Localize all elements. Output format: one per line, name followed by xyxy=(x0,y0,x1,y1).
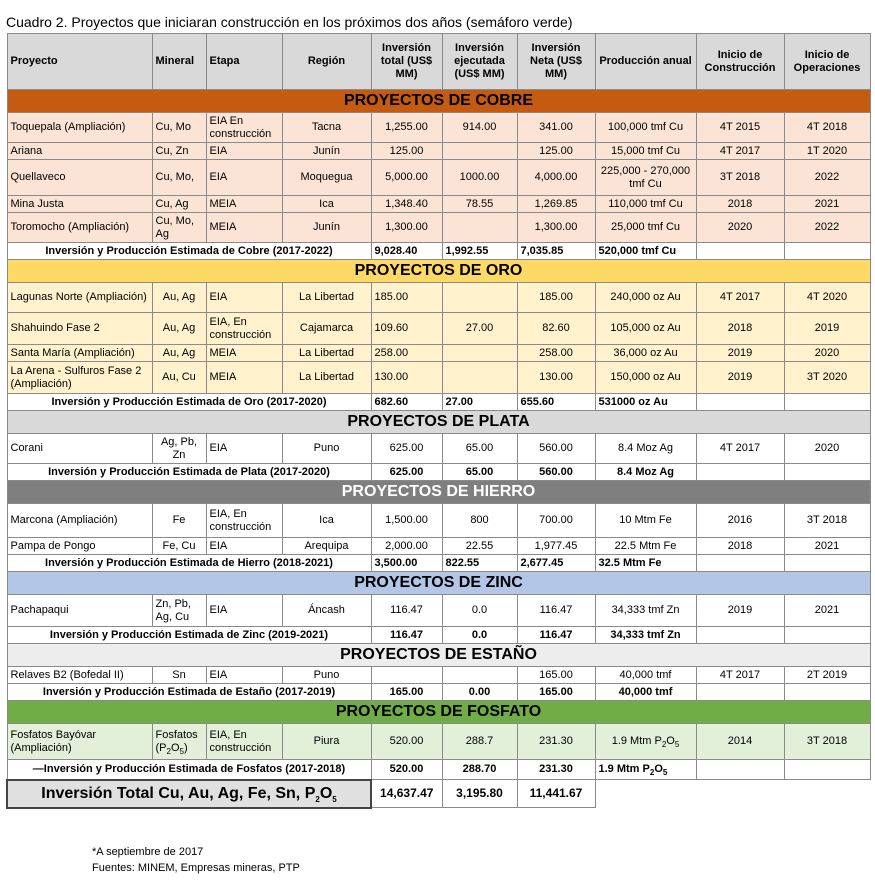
cell-inicio-operaciones: 2022 xyxy=(784,160,870,196)
cell-inversion-ejecutada xyxy=(442,213,517,243)
cell-inversion-ejecutada: 800 xyxy=(442,504,517,538)
cell-mineral: Au, Ag xyxy=(152,313,206,345)
cell-proyecto: Lagunas Norte (Ampliación) xyxy=(7,283,152,313)
cell-inversion-ejecutada: 65.00 xyxy=(442,434,517,464)
cell-produccion: 105,000 oz Au xyxy=(595,313,696,345)
summary-empty xyxy=(696,394,784,411)
cell-inversion-total: 625.00 xyxy=(371,434,442,464)
cell-mineral: Au, Ag xyxy=(152,345,206,362)
cell-inversion-ejecutada: 22.55 xyxy=(442,538,517,555)
cell-proyecto: Fosfatos Bayóvar (Ampliación) xyxy=(7,724,152,760)
header-inicio-operaciones: Inicio de Operaciones xyxy=(784,34,870,90)
cell-inversion-neta: 1,269.85 xyxy=(517,196,595,213)
summary-inversion-total: 116.47 xyxy=(371,627,442,644)
cell-mineral: Cu, Mo, Ag xyxy=(152,213,206,243)
summary-inversion-total: 520.00 xyxy=(371,760,442,780)
summary-empty xyxy=(784,684,870,701)
cell-inversion-total: 258.00 xyxy=(371,345,442,362)
summary-inversion-neta: 2,677.45 xyxy=(517,555,595,572)
table-row xyxy=(7,434,870,464)
cell-inversion-total xyxy=(371,667,442,684)
section-band-fosfato xyxy=(7,701,870,724)
summary-row-cobre xyxy=(7,243,870,260)
cell-produccion: 10 Mtm Fe xyxy=(595,504,696,538)
cell-region: Cajamarca xyxy=(282,313,371,345)
cell-produccion: 40,000 tmf xyxy=(595,667,696,684)
grand-total-row xyxy=(7,780,870,808)
summary-row-hierro xyxy=(7,555,870,572)
summary-empty xyxy=(784,627,870,644)
summary-inversion-ejecutada: 822.55 xyxy=(442,555,517,572)
cell-mineral: Cu, Mo, xyxy=(152,160,206,196)
summary-produccion: 32.5 Mtm Fe xyxy=(595,555,696,572)
cell-inicio-construccion: 4T 2015 xyxy=(696,113,784,143)
summary-inversion-ejecutada: 0.00 xyxy=(442,684,517,701)
cell-region: La Libertad xyxy=(282,345,371,362)
cell-produccion: 8.4 Moz Ag xyxy=(595,434,696,464)
cell-inversion-neta: 700.00 xyxy=(517,504,595,538)
cell-inversion-neta: 560.00 xyxy=(517,434,595,464)
table-row xyxy=(7,538,870,555)
cell-inicio-construccion: 4T 2017 xyxy=(696,667,784,684)
summary-row-zinc xyxy=(7,627,870,644)
section-band-zinc xyxy=(7,572,870,595)
cell-proyecto: Shahuindo Fase 2 xyxy=(7,313,152,345)
cell-inversion-total: 116.47 xyxy=(371,595,442,627)
summary-empty xyxy=(784,760,870,780)
summary-row-fosfato xyxy=(7,760,870,780)
section-band-hierro xyxy=(7,481,870,504)
cell-etapa: EIA xyxy=(206,434,282,464)
cell-mineral: Fe, Cu xyxy=(152,538,206,555)
footnote-date: *A septiembre de 2017 xyxy=(92,846,204,858)
summary-label: Inversión y Producción Estimada de Oro (2017-2020) xyxy=(7,394,371,411)
cell-mineral: Au, Cu xyxy=(152,362,206,394)
summary-inversion-ejecutada: 27.00 xyxy=(442,394,517,411)
summary-inversion-ejecutada: 0.0 xyxy=(442,627,517,644)
header-etapa: Etapa xyxy=(206,34,282,90)
cell-inversion-total: 1,348.40 xyxy=(371,196,442,213)
cell-etapa: EIA xyxy=(206,595,282,627)
cell-inicio-operaciones: 2021 xyxy=(784,595,870,627)
cell-mineral: Zn, Pb, Ag, Cu xyxy=(152,595,206,627)
cell-inicio-construccion: 4T 2017 xyxy=(696,143,784,160)
summary-produccion: 520,000 tmf Cu xyxy=(595,243,696,260)
cell-inicio-construccion: 3T 2018 xyxy=(696,160,784,196)
table-row xyxy=(7,143,870,160)
summary-produccion: 8.4 Moz Ag xyxy=(595,464,696,481)
cell-inicio-construccion: 2016 xyxy=(696,504,784,538)
section-title-fosfato: PROYECTOS DE FOSFATO xyxy=(7,701,870,724)
summary-inversion-neta: 231.30 xyxy=(517,760,595,780)
cell-region: La Libertad xyxy=(282,283,371,313)
footnote-sources: Fuentes: MINEM, Empresas mineras, PTP xyxy=(92,862,300,874)
cell-inversion-neta: 165.00 xyxy=(517,667,595,684)
cell-inicio-operaciones: 3T 2020 xyxy=(784,362,870,394)
table-row xyxy=(7,283,870,313)
summary-inversion-ejecutada: 288.70 xyxy=(442,760,517,780)
cell-mineral: Au, Ag xyxy=(152,283,206,313)
cell-inversion-neta: 1,300.00 xyxy=(517,213,595,243)
cell-etapa: EIA xyxy=(206,538,282,555)
cell-produccion: 25,000 tmf Cu xyxy=(595,213,696,243)
cell-proyecto: Relaves B2 (Bofedal II) xyxy=(7,667,152,684)
table-row xyxy=(7,724,870,760)
cell-region: La Libertad xyxy=(282,362,371,394)
cell-region: Arequipa xyxy=(282,538,371,555)
blank-cell xyxy=(784,780,870,808)
cell-mineral: Ag, Pb, Zn xyxy=(152,434,206,464)
cell-inversion-total: 5,000.00 xyxy=(371,160,442,196)
cell-inicio-construccion: 2019 xyxy=(696,362,784,394)
cell-etapa: EIA En construcción xyxy=(206,113,282,143)
cell-produccion: 34,333 tmf Zn xyxy=(595,595,696,627)
table-row xyxy=(7,595,870,627)
summary-inversion-total: 682.60 xyxy=(371,394,442,411)
cell-inversion-neta: 231.30 xyxy=(517,724,595,760)
cell-inicio-construccion: 2018 xyxy=(696,313,784,345)
cell-proyecto: Santa María (Ampliación) xyxy=(7,345,152,362)
cell-inicio-construccion: 4T 2017 xyxy=(696,283,784,313)
cell-inversion-ejecutada xyxy=(442,667,517,684)
cell-proyecto: Ariana xyxy=(7,143,152,160)
cell-region: Junín xyxy=(282,213,371,243)
cell-inicio-operaciones: 2020 xyxy=(784,345,870,362)
table-row xyxy=(7,362,870,394)
cell-inicio-construccion: 2019 xyxy=(696,595,784,627)
cell-inicio-operaciones: 2021 xyxy=(784,538,870,555)
cell-inversion-ejecutada: 0.0 xyxy=(442,595,517,627)
section-band-estano xyxy=(7,644,870,667)
cell-inicio-operaciones: 2021 xyxy=(784,196,870,213)
cell-inversion-total: 1,255.00 xyxy=(371,113,442,143)
blank-cell xyxy=(696,780,784,808)
cell-proyecto: Toquepala (Ampliación) xyxy=(7,113,152,143)
summary-label: Inversión y Producción Estimada de Zinc (2019-2021) xyxy=(7,627,371,644)
cell-proyecto: Toromocho (Ampliación) xyxy=(7,213,152,243)
summary-inversion-neta: 560.00 xyxy=(517,464,595,481)
cell-etapa: MEIA xyxy=(206,196,282,213)
summary-produccion: 1.9 Mtm $P_2O_5$ xyxy=(595,760,696,780)
cell-produccion: 110,000 tmf Cu xyxy=(595,196,696,213)
summary-inversion-total: 3,500.00 xyxy=(371,555,442,572)
table-row xyxy=(7,213,870,243)
blank-cell xyxy=(595,780,696,808)
section-title-estano: PROYECTOS DE ESTAÑO xyxy=(7,644,870,667)
summary-inversion-ejecutada: 65.00 xyxy=(442,464,517,481)
cell-proyecto: Pachapaqui xyxy=(7,595,152,627)
cell-mineral: Cu, Ag xyxy=(152,196,206,213)
summary-empty xyxy=(696,760,784,780)
cell-region: Ica xyxy=(282,504,371,538)
cell-produccion: 1.9 Mtm $P_2O_5$ xyxy=(595,724,696,760)
cell-produccion: 150,000 oz Au xyxy=(595,362,696,394)
header-mineral: Mineral xyxy=(152,34,206,90)
cell-inicio-operaciones: 2019 xyxy=(784,313,870,345)
cell-inversion-total: 2,000.00 xyxy=(371,538,442,555)
table-row xyxy=(7,504,870,538)
summary-empty xyxy=(696,627,784,644)
cell-mineral: Cu, Mo xyxy=(152,113,206,143)
cell-region: Ica xyxy=(282,196,371,213)
cell-inicio-operaciones: 3T 2018 xyxy=(784,504,870,538)
section-band-plata xyxy=(7,411,870,434)
section-title-oro: PROYECTOS DE ORO xyxy=(7,260,870,283)
section-title-plata: PROYECTOS DE PLATA xyxy=(7,411,870,434)
table-row xyxy=(7,345,870,362)
grand-total-label: Inversión Total Cu, Au, Ag, Fe, Sn, $P_2O_5$ xyxy=(7,780,371,808)
summary-produccion: 34,333 tmf Zn xyxy=(595,627,696,644)
summary-empty xyxy=(696,243,784,260)
cell-mineral: Fe xyxy=(152,504,206,538)
cell-inicio-construccion: 2014 xyxy=(696,724,784,760)
cell-proyecto: Quellaveco xyxy=(7,160,152,196)
table-row xyxy=(7,160,870,196)
cell-inicio-construccion: 2018 xyxy=(696,196,784,213)
header-inversion-total: Inversión total (US$ MM) xyxy=(371,34,442,90)
grand-total-inversion-ejecutada: 3,195.80 xyxy=(442,780,517,808)
cell-inversion-ejecutada: 78.55 xyxy=(442,196,517,213)
header-proyecto: Proyecto xyxy=(7,34,152,90)
grand-total-inversion-total: 14,637.47 xyxy=(371,780,442,808)
summary-empty xyxy=(784,243,870,260)
cell-proyecto: La Arena - Sulfuros Fase 2 (Ampliación) xyxy=(7,362,152,394)
table-row xyxy=(7,196,870,213)
cell-mineral: Cu, Zn xyxy=(152,143,206,160)
cell-inicio-construccion: 2019 xyxy=(696,345,784,362)
cell-inversion-total: 125.00 xyxy=(371,143,442,160)
section-title-hierro: PROYECTOS DE HIERRO xyxy=(7,481,870,504)
cell-region: Moquegua xyxy=(282,160,371,196)
cell-region: Puno xyxy=(282,667,371,684)
summary-label: Inversión y Producción Estimada de Hierro (2018-2021) xyxy=(7,555,371,572)
cell-proyecto: Pampa de Pongo xyxy=(7,538,152,555)
summary-inversion-total: 625.00 xyxy=(371,464,442,481)
summary-label: —Inversión y Producción Estimada de Fosfatos (2017-2018) xyxy=(7,760,371,780)
section-title-cobre: PROYECTOS DE COBRE xyxy=(7,90,870,113)
cell-etapa: EIA, En construcción xyxy=(206,724,282,760)
cell-produccion: 36,000 oz Au xyxy=(595,345,696,362)
cell-inversion-neta: 116.47 xyxy=(517,595,595,627)
section-band-oro xyxy=(7,260,870,283)
cell-etapa: EIA xyxy=(206,143,282,160)
cell-inversion-neta: 82.60 xyxy=(517,313,595,345)
summary-empty xyxy=(696,684,784,701)
cell-region: Junín xyxy=(282,143,371,160)
cell-inicio-operaciones: 2022 xyxy=(784,213,870,243)
cell-etapa: MEIA xyxy=(206,213,282,243)
summary-label: Inversión y Producción Estimada de Plata (2017-2020) xyxy=(7,464,371,481)
cell-produccion: 15,000 tmf Cu xyxy=(595,143,696,160)
cell-inversion-ejecutada xyxy=(442,283,517,313)
table-row xyxy=(7,113,870,143)
summary-inversion-neta: 165.00 xyxy=(517,684,595,701)
grand-total-inversion-neta: 11,441.67 xyxy=(517,780,595,808)
cell-etapa: EIA, En construcción xyxy=(206,504,282,538)
header-inversion-ejecutada: Inversión ejecutada (US$ MM) xyxy=(442,34,517,90)
summary-inversion-neta: 7,035.85 xyxy=(517,243,595,260)
summary-empty xyxy=(696,464,784,481)
cell-inversion-total: 1,500.00 xyxy=(371,504,442,538)
cell-etapa: EIA, En construcción xyxy=(206,313,282,345)
summary-label: Inversión y Producción Estimada de Estaño (2017-2019) xyxy=(7,684,371,701)
cell-produccion: 100,000 tmf Cu xyxy=(595,113,696,143)
cell-region: Puno xyxy=(282,434,371,464)
summary-row-oro xyxy=(7,394,870,411)
summary-produccion: 531000 oz Au xyxy=(595,394,696,411)
cell-inversion-neta: 1,977.45 xyxy=(517,538,595,555)
cell-inicio-operaciones: 2T 2019 xyxy=(784,667,870,684)
table-row xyxy=(7,667,870,684)
header-inversion-neta: Inversión Neta (US$ MM) xyxy=(517,34,595,90)
cell-inversion-total: 1,300.00 xyxy=(371,213,442,243)
cell-inicio-construccion: 4T 2017 xyxy=(696,434,784,464)
cell-region: Piura xyxy=(282,724,371,760)
summary-inversion-ejecutada: 1,992.55 xyxy=(442,243,517,260)
cell-inversion-neta: 341.00 xyxy=(517,113,595,143)
cell-inicio-construccion: 2018 xyxy=(696,538,784,555)
cell-etapa: MEIA xyxy=(206,345,282,362)
cell-inicio-construccion: 2020 xyxy=(696,213,784,243)
summary-empty xyxy=(784,464,870,481)
summary-row-plata xyxy=(7,464,870,481)
summary-inversion-neta: 116.47 xyxy=(517,627,595,644)
cell-region: Áncash xyxy=(282,595,371,627)
cell-inversion-neta: 130.00 xyxy=(517,362,595,394)
summary-empty xyxy=(784,394,870,411)
cell-inicio-operaciones: 1T 2020 xyxy=(784,143,870,160)
cell-inicio-operaciones: 4T 2020 xyxy=(784,283,870,313)
cell-etapa: MEIA xyxy=(206,362,282,394)
cell-mineral: Fosfatos $(P_2O_5)$ xyxy=(152,724,206,760)
cell-inversion-ejecutada: 27.00 xyxy=(442,313,517,345)
summary-row-estano xyxy=(7,684,870,701)
cell-etapa: EIA xyxy=(206,283,282,313)
cell-inversion-total: 520.00 xyxy=(371,724,442,760)
cell-proyecto: Corani xyxy=(7,434,152,464)
cell-inversion-neta: 4,000.00 xyxy=(517,160,595,196)
cell-inversion-neta: 125.00 xyxy=(517,143,595,160)
section-title-zinc: PROYECTOS DE ZINC xyxy=(7,572,870,595)
cell-etapa: EIA xyxy=(206,160,282,196)
cell-inversion-neta: 258.00 xyxy=(517,345,595,362)
cell-proyecto: Mina Justa xyxy=(7,196,152,213)
cell-produccion: 225,000 - 270,000 tmf Cu xyxy=(595,160,696,196)
table-row xyxy=(7,313,870,345)
cell-inversion-ejecutada xyxy=(442,362,517,394)
cell-inversion-ejecutada xyxy=(442,345,517,362)
projects-table xyxy=(6,33,871,809)
cell-inversion-ejecutada: 288.7 xyxy=(442,724,517,760)
cell-inversion-total: 130.00 xyxy=(371,362,442,394)
summary-empty xyxy=(784,555,870,572)
cell-inversion-neta: 185.00 xyxy=(517,283,595,313)
cell-inversion-total: 109.60 xyxy=(371,313,442,345)
cell-mineral: Sn xyxy=(152,667,206,684)
summary-inversion-total: 9,028.40 xyxy=(371,243,442,260)
summary-inversion-neta: 655.60 xyxy=(517,394,595,411)
header-inicio-construccion: Inicio de Construcción xyxy=(696,34,784,90)
summary-inversion-total: 165.00 xyxy=(371,684,442,701)
section-band-cobre xyxy=(7,90,870,113)
cell-produccion: 22.5 Mtm Fe xyxy=(595,538,696,555)
table-caption: Cuadro 2. Proyectos que iniciaran construcción en los próximos dos años (semáforo verde) xyxy=(6,14,573,30)
header-row xyxy=(7,34,870,90)
cell-inicio-operaciones: 3T 2018 xyxy=(784,724,870,760)
cell-region: Tacna xyxy=(282,113,371,143)
cell-etapa: EIA xyxy=(206,667,282,684)
summary-produccion: 40,000 tmf xyxy=(595,684,696,701)
header-produccion: Producción anual xyxy=(595,34,696,90)
header-region: Región xyxy=(282,34,371,90)
cell-inversion-ejecutada xyxy=(442,143,517,160)
cell-inversion-total: 185.00 xyxy=(371,283,442,313)
cell-inversion-ejecutada: 914.00 xyxy=(442,113,517,143)
cell-proyecto: Marcona (Ampliación) xyxy=(7,504,152,538)
cell-inicio-operaciones: 2020 xyxy=(784,434,870,464)
summary-empty xyxy=(696,555,784,572)
cell-inversion-ejecutada: 1000.00 xyxy=(442,160,517,196)
cell-inicio-operaciones: 4T 2018 xyxy=(784,113,870,143)
summary-label: Inversión y Producción Estimada de Cobre (2017-2022) xyxy=(7,243,371,260)
cell-produccion: 240,000 oz Au xyxy=(595,283,696,313)
